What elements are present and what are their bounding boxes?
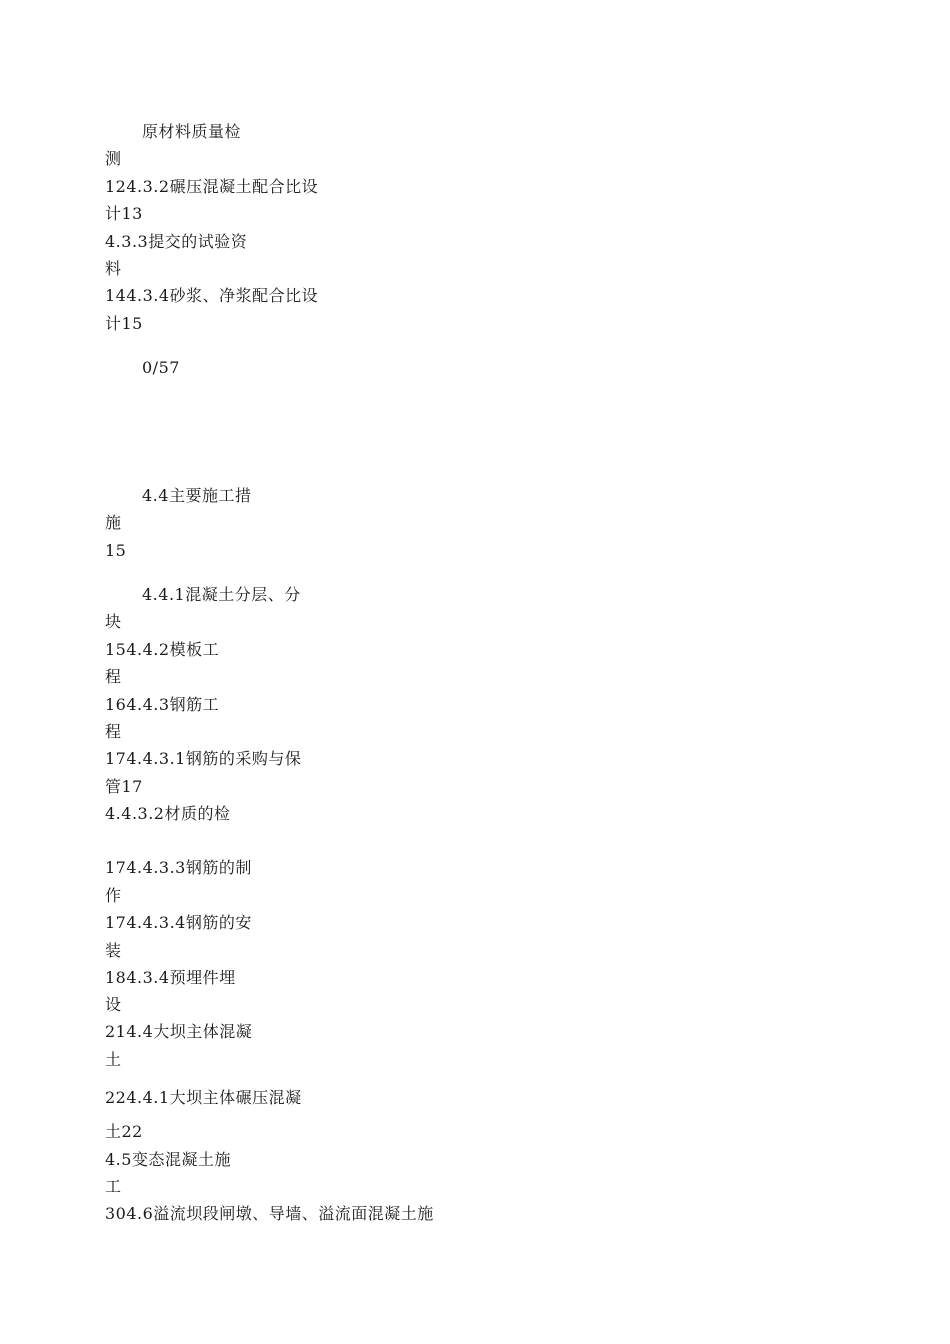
toc-line: 计13: [105, 204, 143, 223]
toc-line: 工: [105, 1177, 122, 1196]
toc-line: 4.5变态混凝土施: [105, 1150, 231, 1169]
toc-line: 4.4.3.2材质的检: [105, 804, 231, 823]
toc-line: 124.3.2碾压混凝土配合比设: [105, 177, 319, 196]
toc-line: 作: [105, 886, 122, 905]
toc-line: 15: [105, 541, 127, 560]
toc-line: 174.4.3.1钢筋的采购与保: [105, 749, 302, 768]
toc-line: 计15: [105, 314, 143, 333]
toc-line: 174.4.3.3钢筋的制: [105, 858, 252, 877]
toc-line: 144.3.4砂浆、净浆配合比设: [105, 286, 319, 305]
toc-line: 程: [105, 667, 122, 686]
toc-line: 原材料质量检: [142, 122, 242, 141]
toc-line: 测: [105, 149, 122, 168]
toc-line: 程: [105, 722, 122, 741]
toc-line: 土: [105, 1050, 122, 1069]
toc-line: 164.4.3钢筋工: [105, 695, 220, 714]
toc-line: 214.4大坝主体混凝: [105, 1022, 253, 1041]
toc-line: 224.4.1大坝主体碾压混凝: [105, 1088, 302, 1107]
toc-line: 184.3.4预埋件埋: [105, 968, 236, 987]
page-number: 0/57: [142, 358, 180, 377]
toc-line: 304.6溢流坝段闸墩、导墙、溢流面混凝土施: [105, 1204, 434, 1223]
toc-line: 154.4.2模板工: [105, 640, 220, 659]
toc-line: 施: [105, 513, 122, 532]
toc-line: 174.4.3.4钢筋的安: [105, 913, 252, 932]
toc-line: 块: [105, 612, 122, 631]
toc-line: 4.4.1混凝土分层、分: [142, 585, 301, 604]
toc-line: 4.3.3提交的试验资: [105, 232, 248, 251]
toc-line: 4.4主要施工措: [142, 486, 252, 505]
toc-line: 土22: [105, 1122, 143, 1141]
toc-line: 料: [105, 259, 122, 278]
toc-line: 设: [105, 995, 122, 1014]
toc-line: 管17: [105, 777, 143, 796]
toc-line: 装: [105, 941, 122, 960]
